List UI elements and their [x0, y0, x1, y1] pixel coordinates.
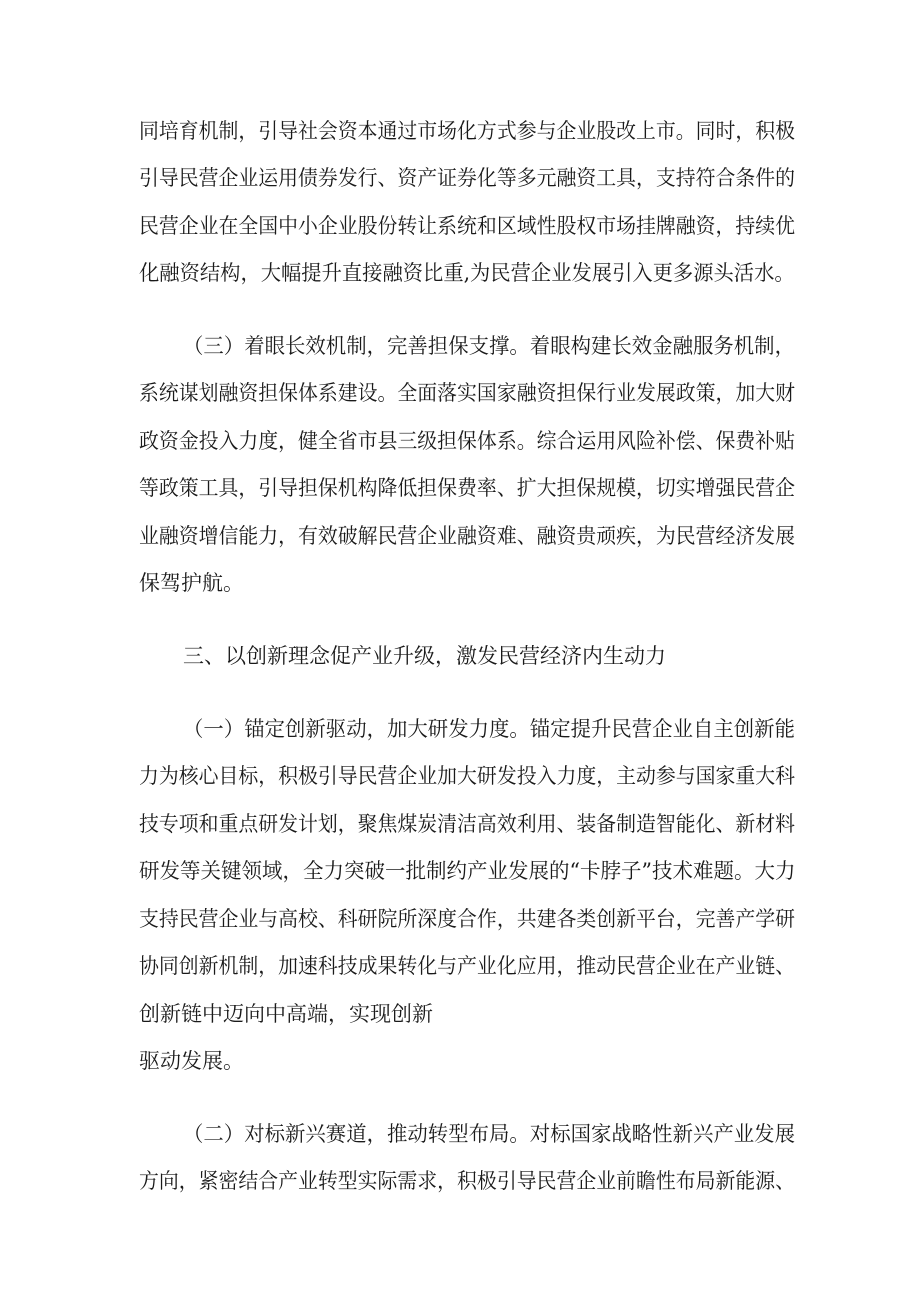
- paragraph-heading-line: （二）对标新兴赛道，推动转型布局。对标国家战略性新兴产业发展: [183, 1122, 795, 1146]
- text-line: 民营企业在全国中小企业股份转让系统和区域性股权市场挂牌融资，持续优: [139, 214, 795, 238]
- text-line: 保驾护航。: [139, 571, 244, 595]
- text-line: 创新链中迈向中高端，实现创新: [139, 1002, 433, 1026]
- text-line: 方向，紧密结合产业转型实际需求，积极引导民营企业前瞻性布局新能源、: [139, 1169, 795, 1193]
- text-line: 研发等关键领域，全力突破一批制约产业发展的“卡脖子”技术难题。大力: [139, 859, 796, 883]
- text-line: 协同创新机制，加速科技成果转化与产业化应用，推动民营企业在产业链、: [139, 954, 795, 978]
- text-line: 支持民营企业与高校、科研院所深度合作，共建各类创新平台，完善产学研: [139, 907, 795, 931]
- text-line: 驱动发展。: [139, 1049, 244, 1073]
- text-line: 政资金投入力度，健全省市县三级担保体系。综合运用风险补偿、保费补贴: [139, 429, 795, 453]
- text-line: 系统谋划融资担保体系建设。全面落实国家融资担保行业发展政策，加大财: [139, 381, 795, 405]
- text-line: 引导民营企业运用债券发行、资产证券化等多元融资工具，支持符合条件的: [139, 166, 795, 190]
- paragraph-heading-line: （三）着眼长效机制，完善担保支撑。着眼构建长效金融服务机制，: [183, 334, 795, 358]
- text-line: 业融资增信能力，有效破解民营企业融资难、融资贵顽疾，为民营经济发展: [139, 524, 795, 548]
- paragraph-heading-line: （一）锚定创新驱动，加大研发力度。锚定提升民营企业自主创新能: [183, 717, 795, 741]
- text-line: 力为核心目标，积极引导民营企业加大研发投入力度，主动参与国家重大科: [139, 764, 795, 788]
- text-line: 技专项和重点研发计划，聚焦煤炭清洁高效利用、装备制造智能化、新材料: [139, 812, 795, 836]
- text-line: 化融资结构，大幅提升直接融资比重,为民营企业发展引入更多源头活水。: [139, 261, 795, 285]
- section-heading: 三、以创新理念促产业升级，激发民营经济内生动力: [183, 644, 666, 668]
- text-line: 等政策工具，引导担保机构降低担保费率、扩大担保规模，切实增强民营企: [139, 476, 795, 500]
- text-line: 同培育机制，引导社会资本通过市场化方式参与企业股改上市。同时，积极: [139, 119, 795, 143]
